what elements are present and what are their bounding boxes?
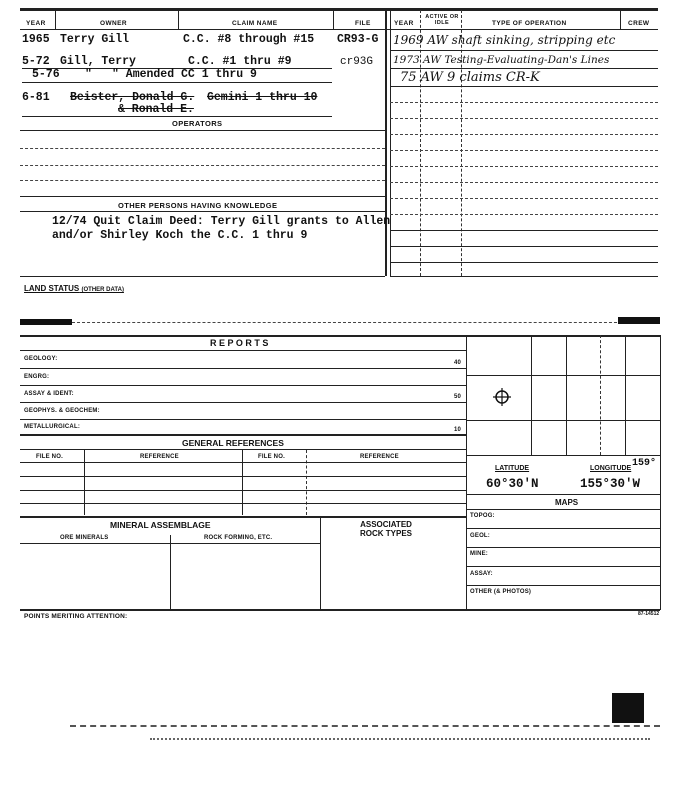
- operators-bottom: [20, 196, 385, 197]
- claims-divider: [385, 10, 387, 276]
- claim-row-1-year: 1965: [22, 33, 50, 46]
- claim-divider: [333, 10, 334, 30]
- claim-row-3-owner: ": [85, 68, 92, 81]
- activity-crew-divider: [620, 10, 621, 30]
- scan-noise-line-1: [70, 725, 660, 727]
- maps-topog: TOPOG:: [470, 513, 495, 519]
- report-geology-num: 40: [454, 360, 462, 366]
- report-metallurgical-label: METALLURGICAL:: [24, 424, 81, 430]
- general-refs-line-3: [20, 490, 466, 491]
- operators-line-4: [20, 180, 385, 181]
- maps-geol: GEOL:: [470, 533, 490, 539]
- rock-forming-header: ROCK FORMING, ETC.: [204, 535, 273, 541]
- claim-row-4-claim: Gemini 1 thru 10: [207, 91, 318, 104]
- claims-bottom: [20, 276, 385, 277]
- col-owner-header: OWNER: [100, 20, 127, 27]
- operators-line-1: [20, 130, 385, 131]
- owner-divider: [178, 10, 179, 30]
- claim-row-3-underline: [22, 82, 332, 83]
- activity-line-9: [390, 182, 658, 183]
- grid-bottom: [466, 455, 660, 456]
- form-number: 87-14512: [638, 611, 660, 617]
- report-line-2: [20, 385, 466, 386]
- other-persons-line-1: 12/74 Quit Claim Deed: Terry Gill grants to Allen: [52, 215, 391, 228]
- activity-line-2: [390, 68, 658, 69]
- grid-v-1: [531, 335, 532, 455]
- grid-v-3: [600, 335, 601, 455]
- latitude-label: LATITUDE: [495, 465, 530, 472]
- activity-line-11: [390, 214, 658, 215]
- mineral-title: MINERAL ASSEMBLAGE: [110, 520, 211, 530]
- operators-line-2: [20, 148, 385, 149]
- operators-title: OPERATORS: [172, 119, 223, 128]
- claim-row-2-claim: C.C. #1 thru #9: [188, 55, 292, 68]
- assoc-line-2: ROCK TYPES: [360, 529, 413, 538]
- location-right-border: [660, 335, 661, 610]
- activity-row-3: 75 AW 9 claims CR-K: [400, 70, 540, 85]
- claim-row-2-year: 5-72: [22, 55, 50, 68]
- report-line-3: [20, 402, 466, 403]
- assoc-rock-types-header: [360, 520, 412, 538]
- activity-line-5: [390, 118, 658, 119]
- claim-row-5-owner: & Ronald E.: [118, 103, 194, 116]
- mineral-bottom: [20, 609, 660, 611]
- claim-row-5-underline: [22, 116, 332, 117]
- activity-year-header: YEAR: [394, 20, 414, 27]
- other-persons-line-2: and/or Shirley Koch the C.C. 1 thru 9: [52, 229, 308, 242]
- claim-row-2-file: cr93G: [340, 56, 374, 68]
- year-divider: [55, 10, 56, 30]
- maps-assay: ASSAY:: [470, 571, 493, 577]
- maps-line-1: [466, 528, 660, 529]
- scan-block-mark: [612, 693, 644, 723]
- maps-top-line: [466, 494, 660, 495]
- reports-title: R E P O R T S: [210, 338, 269, 348]
- general-refs-col-4: REFERENCE: [360, 454, 399, 460]
- scan-mark-right: [618, 317, 660, 324]
- grid-h-1: [466, 375, 660, 376]
- general-refs-div-2: [242, 450, 243, 515]
- activity-line-10: [390, 198, 658, 199]
- report-assay-num: 50: [454, 394, 462, 400]
- activity-line-12: [390, 230, 658, 231]
- maps-line-4: [466, 585, 660, 586]
- claim-row-3-claim: " Amended CC 1 thru 9: [112, 68, 257, 81]
- maps-line-2: [466, 547, 660, 548]
- general-refs-line-1: [20, 462, 466, 463]
- activity-line-8: [390, 166, 658, 167]
- report-geophys-label: GEOPHYS. & GEOCHEM:: [24, 408, 100, 414]
- activity-row-1: 1969 AW shaft sinking, stripping etc: [393, 33, 616, 47]
- report-metallurgical-num: 10: [454, 427, 462, 433]
- activity-type-header: TYPE OF OPERATION: [492, 20, 567, 27]
- activity-line-1: [390, 50, 658, 51]
- longitude-label: LONGITUDE: [590, 465, 632, 472]
- general-refs-div-1: [84, 450, 85, 515]
- general-refs-col-3: FILE NO.: [258, 454, 285, 460]
- col-claim-name-header: CLAIM NAME: [232, 20, 278, 27]
- scan-noise-line-2: [150, 738, 650, 740]
- activity-bottom: [390, 276, 658, 277]
- report-line-1: [20, 368, 466, 369]
- grid-v-4: [625, 335, 626, 455]
- land-status-line: [72, 322, 622, 323]
- reports-top-border: [20, 335, 660, 337]
- maps-mine: MINE:: [470, 551, 488, 557]
- grid-v-2: [566, 335, 567, 455]
- general-refs-title: GENERAL REFERENCES: [182, 438, 284, 448]
- reports-header-line: [20, 350, 466, 351]
- other-persons-underline: [20, 211, 385, 212]
- mineral-div-2: [320, 517, 321, 609]
- general-refs-bottom: [20, 516, 466, 518]
- claim-row-2-owner: Gill, Terry: [60, 55, 136, 68]
- maps-title: MAPS: [555, 498, 579, 507]
- ore-minerals-header: ORE MINERALS: [60, 535, 109, 541]
- mineral-div-1: [170, 535, 171, 609]
- report-line-4: [20, 419, 466, 420]
- activity-line-3: [390, 86, 658, 87]
- activity-line-14: [390, 262, 658, 263]
- operators-line-3: [20, 165, 385, 166]
- maps-header-line: [466, 509, 660, 510]
- claim-row-1-owner: Terry Gill: [60, 33, 130, 46]
- general-refs-div-3: [306, 450, 307, 515]
- maps-line-3: [466, 566, 660, 567]
- top-border: [20, 8, 658, 11]
- header-underline: [20, 29, 658, 30]
- col-file-header: FILE: [355, 20, 371, 27]
- general-refs-col-2: REFERENCE: [140, 454, 179, 460]
- report-assay-label: ASSAY & IDENT:: [24, 391, 74, 397]
- longitude-value: 155°30'W: [580, 477, 641, 491]
- general-refs-col-1: FILE NO.: [36, 454, 63, 460]
- assoc-line-1: ASSOCIATED: [360, 520, 412, 529]
- maps-other: OTHER (& PHOTOS): [470, 589, 532, 595]
- general-refs-header-line: [20, 449, 466, 450]
- activity-line-13: [390, 246, 658, 247]
- points-title: POINTS MERITING ATTENTION:: [24, 613, 128, 620]
- general-refs-line-4: [20, 503, 466, 504]
- activity-active-header: ACTIVE OR IDLE: [425, 14, 459, 26]
- latitude-value: 60°30'N: [486, 477, 539, 491]
- land-status-label: [24, 284, 124, 293]
- col-year-header: YEAR: [26, 20, 46, 27]
- longitude-corner: 159°: [632, 458, 657, 469]
- claim-row-4-year: 6-81: [22, 91, 50, 104]
- claim-row-3-year: 5-76: [32, 68, 60, 81]
- general-refs-line-2: [20, 476, 466, 477]
- location-left-border: [466, 335, 467, 610]
- activity-line-4: [390, 102, 658, 103]
- claim-row-1-file: CR93-G: [337, 33, 379, 46]
- claim-row-4-owner: Beister, Donald G.: [70, 91, 195, 104]
- other-persons-title: OTHER PERSONS HAVING KNOWLEDGE: [118, 201, 278, 210]
- location-marker-icon: [493, 388, 511, 411]
- scan-mark-left: [20, 319, 72, 325]
- activity-line-6: [390, 134, 658, 135]
- land-status-title: LAND STATUS: [24, 284, 80, 293]
- grid-h-2: [466, 420, 660, 421]
- land-status-note: (OTHER DATA): [81, 287, 124, 293]
- activity-crew-header: CREW: [628, 20, 650, 27]
- report-geology-label: GEOLOGY:: [24, 356, 58, 362]
- activity-line-7: [390, 150, 658, 151]
- claim-row-1-claim: C.C. #8 through #15: [183, 33, 315, 46]
- report-engrg-label: ENGRG:: [24, 374, 50, 380]
- activity-row-2: 1973 AW Testing-Evaluating-Dan's Lines: [393, 54, 610, 66]
- reports-bottom: [20, 434, 466, 436]
